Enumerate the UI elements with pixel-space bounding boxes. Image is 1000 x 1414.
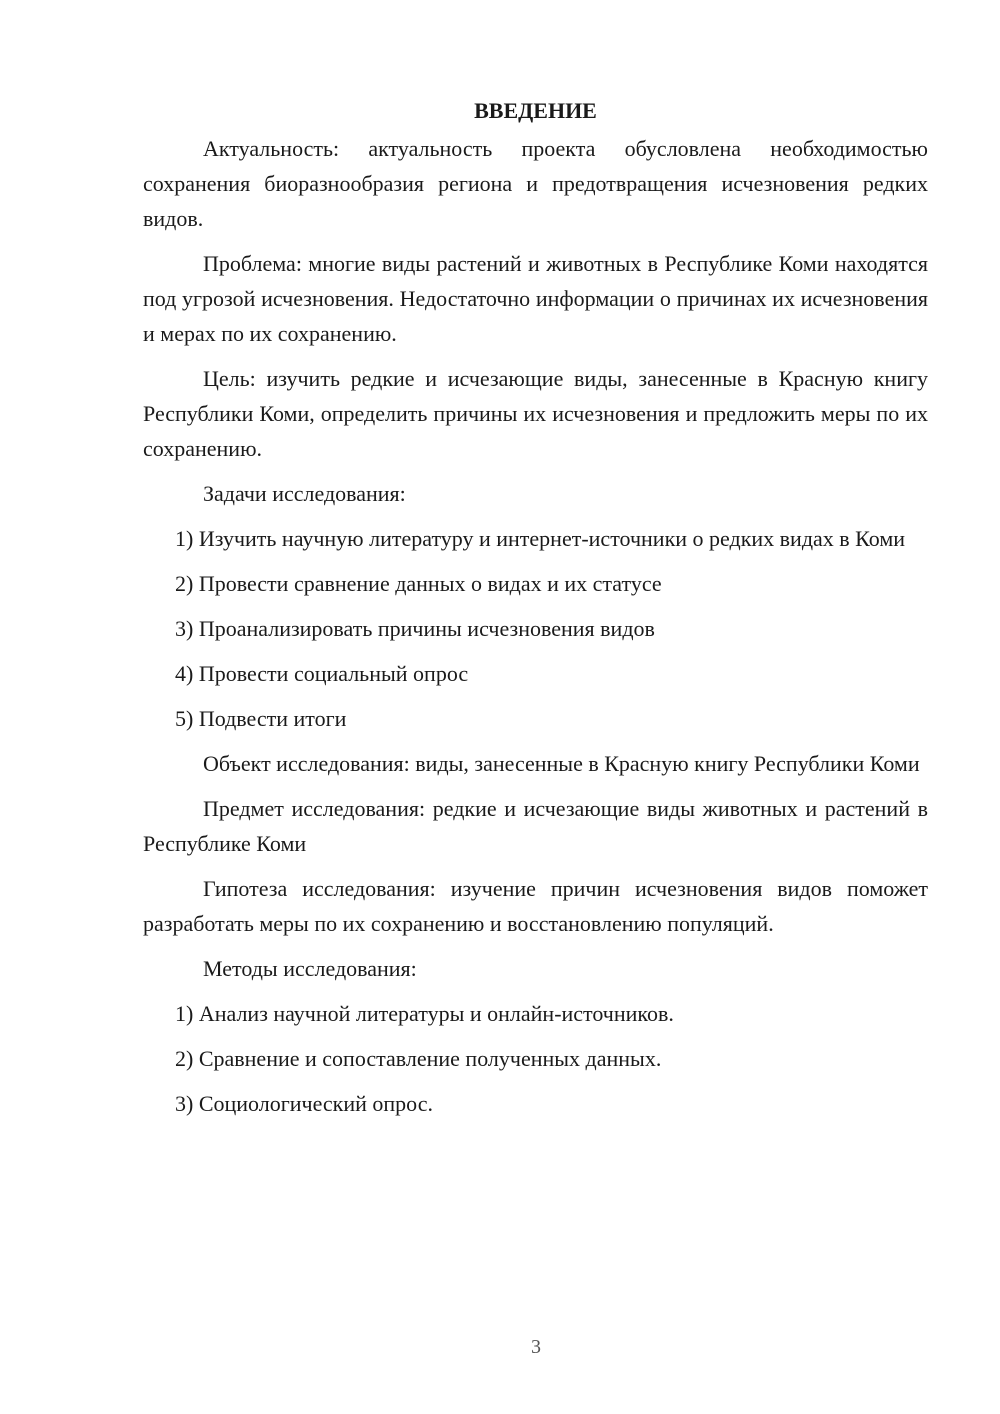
methods-heading: Методы исследования: (203, 956, 417, 981)
tasks-heading: Задачи исследования: (203, 481, 406, 506)
task-item-3: 3) Проанализировать причины исчезновения видов (175, 616, 655, 641)
method-item-2: 2) Сравнение и сопоставление полученных данных. (175, 1046, 662, 1071)
task-item-4: 4) Провести социальный опрос (175, 661, 469, 686)
paragraph-goal: Цель: изучить редкие и исчезающие виды, занесенные в Красную книгу Республики Коми, определить причины их исчезновения и предложить меры по их сохранению. (143, 366, 928, 461)
method-item-3: 3) Социологический опрос. (175, 1091, 433, 1116)
paragraph-problem: Проблема: многие виды растений и животных в Республике Коми находятся под угрозой исчезновения. Недостаточно информации о причинах их исчезновения и мерах по их сохранению. (143, 251, 928, 346)
task-item-5: 5) Подвести итоги (175, 706, 347, 731)
paragraph-subject: Предмет исследования: редкие и исчезающие виды животных и растений в Республике Коми (143, 796, 928, 856)
task-item-2: 2) Провести сравнение данных о видах и их статусе (175, 571, 662, 596)
paragraph-relevance: Актуальность: актуальность проекта обусловлена необходимостью сохранения биоразнообразия региона и предотвращения исчезновения редких видов. (143, 136, 928, 231)
document-page (143, 93, 928, 1131)
method-item-1: 1) Анализ научной литературы и онлайн-источников. (175, 1001, 674, 1026)
section-title: ВВЕДЕНИЕ (474, 98, 597, 123)
task-item-1: 1) Изучить научную литературу и интернет-источники о редких видах в Коми (175, 526, 906, 551)
page-number: 3 (531, 1336, 541, 1358)
paragraph-hypothesis: Гипотеза исследования: изучение причин исчезновения видов поможет разработать меры по их сохранению и восстановлению популяций. (143, 876, 928, 936)
paragraph-object: Объект исследования: виды, занесенные в Красную книгу Республики Коми (203, 751, 920, 776)
